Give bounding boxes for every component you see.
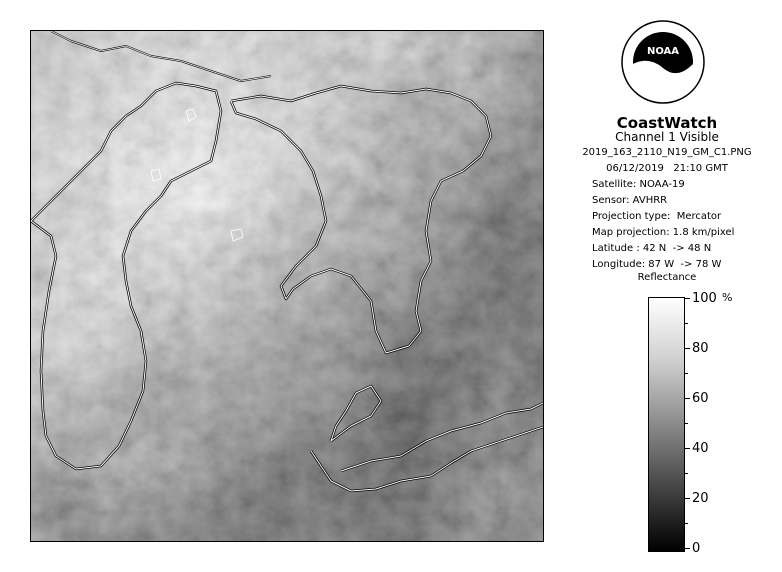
noaa-logo bbox=[621, 20, 705, 104]
colorbar-tick bbox=[684, 448, 690, 449]
datetime: 06/12/2019 21:10 GMT bbox=[606, 163, 728, 174]
projection-type: Projection type: Mercator bbox=[592, 211, 722, 222]
colorbar-tick bbox=[684, 373, 688, 374]
colorbar-tick bbox=[684, 298, 690, 299]
colorbar-label-0: 0 bbox=[692, 541, 701, 556]
colorbar-label-80: 80 bbox=[692, 341, 709, 356]
noaa-logo-svg bbox=[621, 20, 705, 104]
channel-title: Channel 1 Visible bbox=[615, 130, 719, 144]
colorbar-unit: % bbox=[722, 291, 733, 304]
colorbar-tick bbox=[684, 423, 688, 424]
colorbar-tick bbox=[684, 548, 690, 549]
colorbar-tick bbox=[684, 398, 690, 399]
colorbar-label-40: 40 bbox=[692, 441, 709, 456]
map-projection: Map projection: 1.8 km/pixel bbox=[592, 227, 735, 238]
colorbar-tick bbox=[684, 473, 688, 474]
colorbar-tick bbox=[684, 323, 688, 324]
latitude-range: Latitude : 42 N -> 48 N bbox=[592, 243, 712, 254]
colorbar-label-20: 20 bbox=[692, 491, 709, 506]
colorbar-tick bbox=[684, 348, 690, 349]
noaa-logo-text: NOAA bbox=[646, 46, 680, 57]
product-brand: CoastWatch bbox=[616, 114, 718, 132]
colorbar-tick bbox=[684, 498, 690, 499]
cloud-texture-fine bbox=[31, 31, 543, 541]
satellite-image bbox=[30, 30, 544, 542]
colorbar-title: Reflectance bbox=[637, 272, 697, 283]
sensor-label: Sensor: AVHRR bbox=[592, 195, 668, 206]
satellite-map-svg bbox=[31, 31, 543, 541]
longitude-range: Longitude: 87 W -> 78 W bbox=[592, 259, 722, 270]
filename: 2019_163_2110_N19_GM_C1.PNG bbox=[582, 147, 752, 158]
colorbar-label-100: 100 bbox=[692, 291, 717, 306]
colorbar-tick bbox=[684, 523, 688, 524]
reflectance-colorbar bbox=[648, 297, 685, 552]
satellite-label: Satellite: NOAA-19 bbox=[592, 179, 685, 190]
colorbar-label-60: 60 bbox=[692, 391, 709, 406]
